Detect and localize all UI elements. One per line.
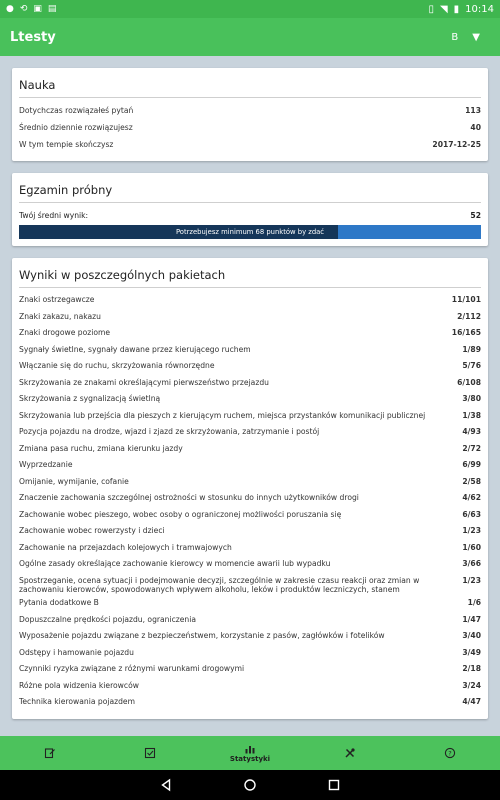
wyniki-row-value: 2/18: [462, 664, 481, 674]
wyniki-row-label: Wyposażenie pojazdu związane z bezpieczeństwem, korzystanie z pasów, zagłówków i fotelików: [19, 631, 385, 641]
egzamin-card: [12, 173, 488, 246]
score-progress-bar: [19, 225, 481, 239]
wyniki-row-value: 3/66: [462, 559, 481, 568]
nauka-row: [19, 120, 481, 137]
wyniki-row-value: 11/101: [451, 295, 481, 304]
wyniki-row: [19, 475, 481, 492]
recents-icon[interactable]: [327, 778, 341, 792]
wyniki-row-label: Znaki drogowe poziome: [19, 328, 111, 337]
wyniki-row-label: Sygnały świetlne, sygnały dawane przez kierującego ruchem: [19, 344, 251, 354]
wyniki-row-value: 1/89: [462, 344, 481, 354]
wyniki-row-label: Znaki zakazu, nakazu: [19, 311, 101, 321]
wyniki-row-label: Zachowanie na przejazdach kolejowych i tramwajowych: [19, 542, 232, 552]
wyniki-row-label: Spostrzeganie, ocena sytuacji i podejmowanie decyzji, szczególnie w zakresie czasu reakcji oraz zmian w zachowaniu kierowców, spowodowanych wpływem alkoholu, leków i produktów leczniczych, stanem: [19, 575, 420, 594]
wyniki-row-label: Skrzyżowania ze znakami określającymi pierwszeństwo przejazdu: [19, 377, 269, 387]
stats-icon: [244, 743, 256, 755]
score-row: [19, 208, 481, 223]
wyniki-row-value: 1/47: [462, 614, 481, 624]
status-bar: [0, 0, 500, 18]
wyniki-row-value: 5/76: [462, 361, 481, 370]
wyniki-row-label: Zachowanie wobec pieszego, wobec osoby o ograniczonej możliwości poruszania się: [19, 509, 342, 519]
wyniki-row-value: 2/58: [462, 476, 481, 486]
wyniki-row: [19, 442, 481, 459]
download-icon: ▤: [47, 4, 57, 14]
location-icon: ●: [6, 4, 14, 14]
wyniki-row: [19, 679, 481, 696]
nauka-card: [12, 68, 488, 161]
wyniki-row-label: Znaczenie zachowania szczególnej ostrożności w stosunku do innych użytkowników drogi: [19, 493, 359, 502]
wyniki-row: [19, 557, 481, 574]
wyniki-row: [19, 508, 481, 525]
checklist-icon: [144, 747, 156, 759]
nauka-row-value: 40: [470, 123, 481, 132]
wyniki-row: [19, 646, 481, 663]
notification-icons: [6, 4, 56, 14]
app-title: Ltesty: [10, 29, 56, 45]
wyniki-row: [19, 425, 481, 442]
nauka-row-value: 2017-12-25: [432, 140, 481, 149]
nauka-row-label: W tym tempie skończysz: [19, 140, 114, 149]
nav-item-learn[interactable]: [25, 747, 75, 759]
nav-item-exam[interactable]: [125, 747, 175, 759]
battery-icon: ▮: [453, 3, 460, 15]
wyniki-row: [19, 376, 481, 393]
score-progress-text: Potrzebujesz minimum 68 punktów by zdać: [175, 228, 325, 236]
egzamin-title: Egzamin próbny: [19, 179, 481, 203]
photo-icon: ▣: [33, 4, 42, 14]
wyniki-row-value: 3/80: [462, 394, 481, 403]
sync-icon: ⟲: [19, 4, 28, 14]
wyniki-row: [19, 326, 481, 343]
wyniki-row-value: 1/23: [462, 526, 481, 535]
wyniki-row: [19, 310, 481, 327]
home-icon[interactable]: [243, 778, 257, 792]
nauka-title: Nauka: [19, 74, 481, 98]
nav-item-help[interactable]: [425, 747, 475, 759]
nauka-row-label: Dotychczas rozwiązałeś pytań: [19, 106, 134, 115]
vibrate-icon: ▯: [428, 3, 434, 15]
wyniki-row-value: 6/108: [457, 377, 481, 387]
wyniki-row-label: Skrzyżowania lub przejścia dla pieszych z kierującym ruchem, miejsca przystanków komunikacji publicznej: [19, 410, 426, 420]
wyniki-row-label: Różne pola widzenia kierowców: [19, 680, 139, 690]
wyniki-row-label: Znaki ostrzegawcze: [19, 295, 95, 304]
wyniki-row: [19, 293, 481, 310]
wyniki-row: [19, 574, 481, 597]
wyniki-row-value: 4/93: [462, 427, 481, 436]
help-icon: [444, 747, 456, 759]
wyniki-row-value: 3/49: [462, 647, 481, 657]
score-value: 52: [470, 211, 481, 220]
wyniki-rows: [19, 293, 481, 712]
system-nav-bar: [0, 770, 500, 800]
wyniki-row: [19, 524, 481, 541]
wyniki-row-label: Odstępy i hamowanie pojazdu: [19, 647, 134, 657]
wyniki-row-value: 6/63: [462, 509, 481, 519]
wyniki-row-value: 1/6: [467, 598, 481, 608]
wyniki-title: Wyniki w poszczególnych pakietach: [19, 264, 481, 288]
nauka-row-label: Średnio dziennie rozwiązujesz: [19, 123, 133, 132]
wyniki-row: [19, 629, 481, 646]
nauka-rows: [19, 103, 481, 154]
wyniki-row: [19, 596, 481, 613]
wifi-icon: ◥: [439, 3, 448, 15]
wyniki-row-label: Dopuszczalne prędkości pojazdu, ograniczenia: [19, 614, 197, 624]
nauka-row: [19, 103, 481, 120]
status-time: 10:14: [465, 3, 494, 15]
wyniki-row-label: Włączanie się do ruchu, skrzyżowania równorzędne: [19, 361, 215, 370]
wyniki-row: [19, 491, 481, 508]
wyniki-row: [19, 359, 481, 376]
wyniki-row-value: 1/23: [462, 575, 481, 585]
wyniki-row-label: Zmiana pasa ruchu, zmiana kierunku jazdy: [19, 443, 183, 453]
tools-icon: [344, 747, 356, 759]
wyniki-row-value: 3/24: [462, 680, 481, 690]
nauka-row-value: 113: [465, 106, 481, 115]
wyniki-row: [19, 695, 481, 712]
back-icon[interactable]: [159, 778, 173, 792]
wyniki-row-value: 16/165: [451, 328, 481, 337]
score-label: Twój średni wynik:: [19, 211, 89, 220]
nav-label-stats: Statystyki: [229, 755, 271, 763]
wyniki-row-value: 2/72: [462, 443, 481, 453]
wyniki-row: [19, 392, 481, 409]
nav-item-stats[interactable]: [225, 743, 275, 763]
wyniki-row-value: 4/47: [462, 697, 481, 707]
wyniki-row-label: Technika kierowania pojazdem: [19, 697, 135, 707]
category-selector[interactable]: B: [451, 31, 459, 43]
nauka-row: [19, 137, 481, 154]
wyniki-row-value: 4/62: [462, 493, 481, 502]
svg-text:?: ?: [448, 749, 452, 758]
wyniki-row-label: Zachowanie wobec rowerzysty i dzieci: [19, 526, 165, 535]
wyniki-row-value: 1/38: [462, 410, 481, 420]
bottom-nav: [0, 736, 500, 770]
chevron-down-icon[interactable]: ▼: [472, 31, 480, 43]
wyniki-row-value: 2/112: [457, 311, 481, 321]
wyniki-row-label: Omijanie, wymijanie, cofanie: [19, 476, 129, 486]
wyniki-row: [19, 662, 481, 679]
wyniki-row-label: Pozycja pojazdu na drodze, wjazd i zjazd ze skrzyżowania, zatrzymanie i postój: [19, 427, 320, 436]
wyniki-row-value: 6/99: [462, 460, 481, 469]
wyniki-row-value: 3/40: [462, 631, 481, 641]
wyniki-row-label: Wyprzedzanie: [19, 460, 73, 469]
wyniki-card: [12, 258, 488, 719]
wyniki-row-label: Czynniki ryzyka związane z różnymi warunkami drogowymi: [19, 664, 245, 674]
wyniki-row-value: 1/60: [462, 542, 481, 552]
app-bar: [0, 18, 500, 56]
content-area[interactable]: [0, 56, 500, 736]
wyniki-row-label: Skrzyżowania z sygnalizacją świetlną: [19, 394, 161, 403]
wyniki-row: [19, 613, 481, 630]
wyniki-row-label: Pytania dodatkowe B: [19, 598, 99, 608]
wyniki-row-label: Ogólne zasady określające zachowanie kierowcy w momencie awarii lub wypadku: [19, 559, 331, 568]
edit-icon: [44, 747, 56, 759]
wyniki-row: [19, 343, 481, 360]
wyniki-row: [19, 458, 481, 475]
wyniki-row: [19, 409, 481, 426]
nav-item-tools[interactable]: [325, 747, 375, 759]
wyniki-row: [19, 541, 481, 558]
